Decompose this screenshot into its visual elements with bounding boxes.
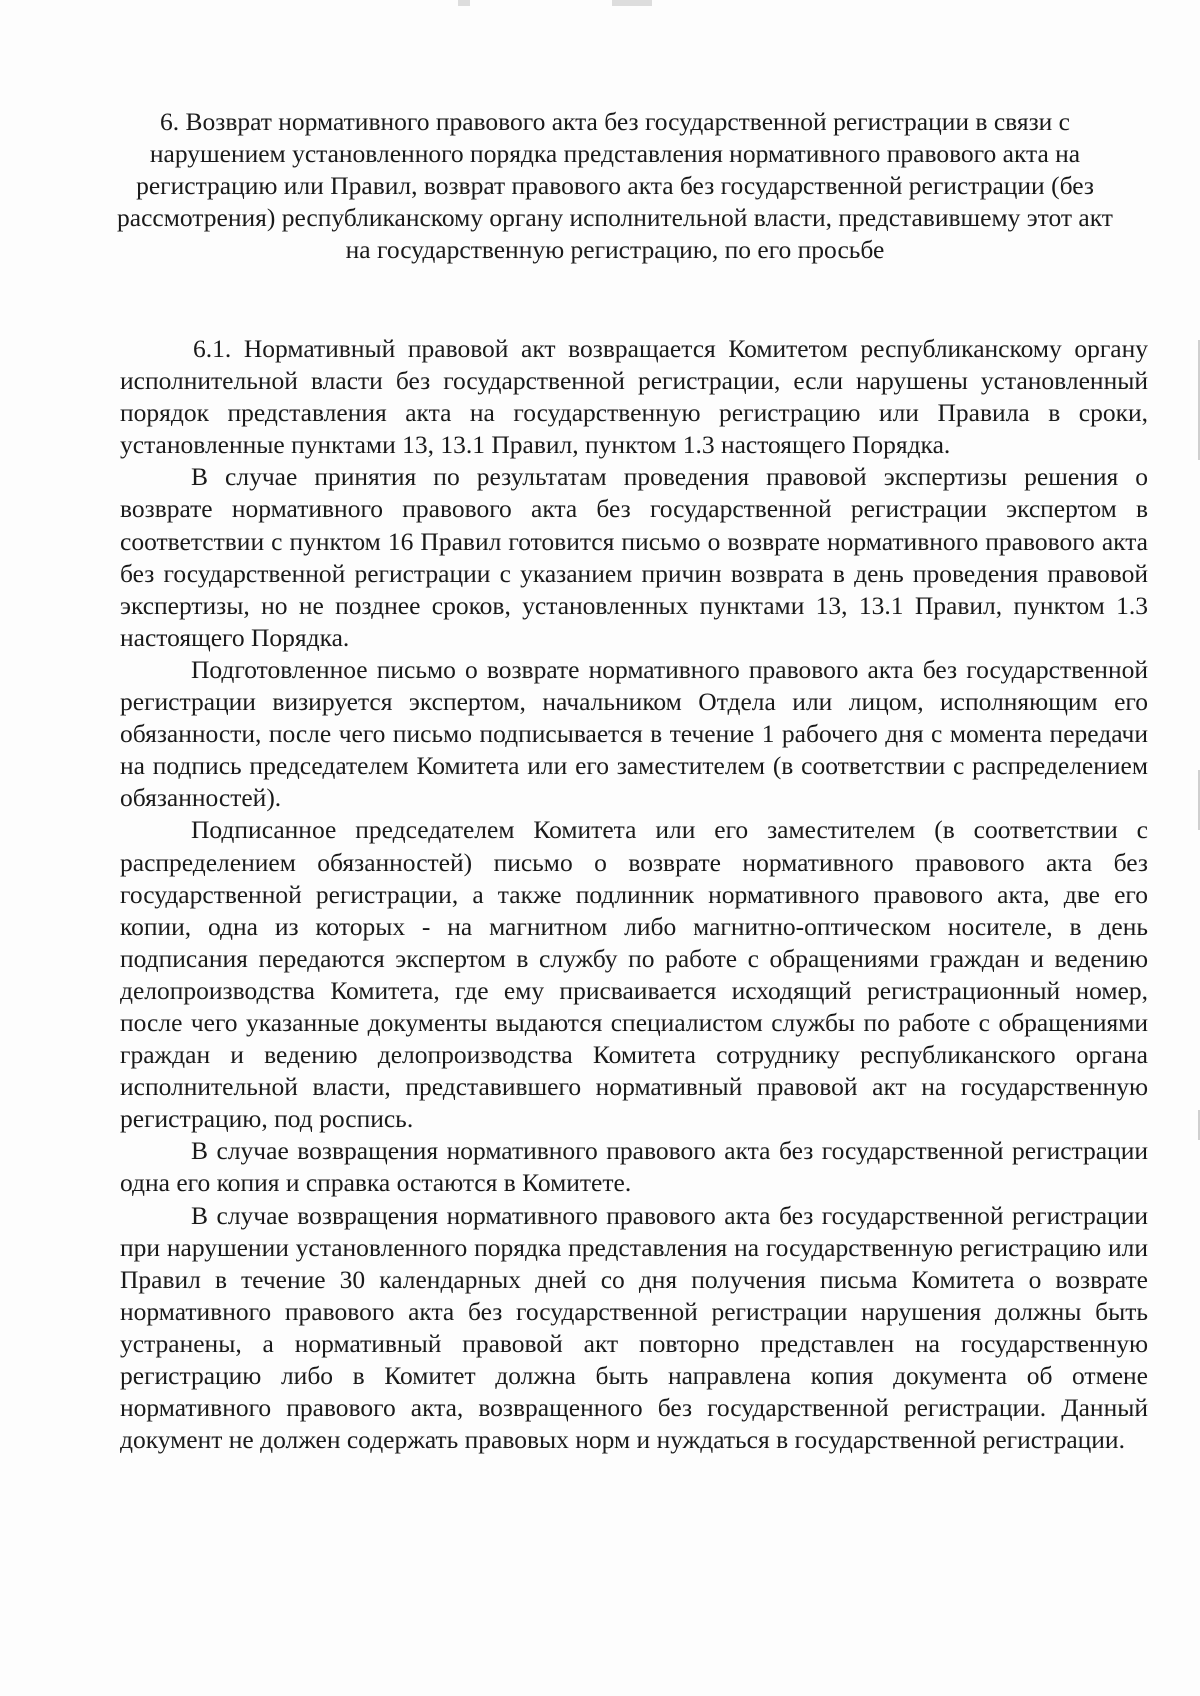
- paragraph: В случае возвращения нормативного правового акта без государственной регистрации при нарушении установленного порядка представления на государственную регистрацию или Правил в течение 30 календарных дней со дня получения письма Комитета о возврате нормативного правового акта без государственной регистрации нарушения должны быть устранены, а нормативный правовой акт повторно представлен на государственную регистрацию либо в Комитет должна быть направлена копия документа об отмене нормативного правового акта, возвращенного без государственной регистрации. Данный документ не должен содержать правовых норм и нуждаться в государственной регистрации.: [120, 1200, 1148, 1455]
- paragraph: В случае принятия по результатам проведения правовой экспертизы решения о возврате нормативного правового акта без государственной регистрации экспертом в соответствии с пунктом 16 Правил готовится письмо о возврате нормативного правового акта без государственной регистрации с указанием причин возврата в день проведения правовой экспертизы, но не позднее сроков, установленных пунктами 13, 13.1 Правил, пунктом 1.3 настоящего Порядка.: [120, 462, 1148, 652]
- paragraph: Подписанное председателем Комитета или его заместителем (в соответствии с распределением обязанностей) письмо о возврате нормативного правового акта без государственной регистрации, а также подлинник нормативного правового акта, две его копии, одна из которых - на магнитном либо магнитно-оптическом носителе, в день подписания передаются экспертом в службу по работе с обращениями граждан и ведению делопроизводства Комитета, где ему присваивается исходящий регистрационный номер, после чего указанные документы выдаются специалистом службы по работе с обращениями граждан и ведению делопроизводства Комитета сотруднику республиканского органа исполнительной власти, представившего нормативный правовой акт на государственную регистрацию, под роспись.: [120, 815, 1148, 1134]
- section-body: [120, 333, 1148, 1456]
- scan-artifact: [612, 0, 652, 6]
- paragraph-6-1: 6.1. Нормативный правовой акт возвращается Комитетом республиканскому органу исполнительной власти без государственной регистрации, если нарушены установленный порядок представления акта на государственную регистрацию или Правила в сроки, установленные пунктами 13, 13.1 Правил, пунктом 1.3 настоящего Порядка.: [120, 334, 1148, 460]
- scan-artifact: [458, 0, 470, 6]
- paragraph: Подготовленное письмо о возврате нормативного правового акта без государственной регистрации визируется экспертом, начальником Отдела или лицом, исполняющим его обязанности, после чего письмо подписывается в течение 1 рабочего дня с момента передачи на подпись председателем Комитета или его заместителем (в соответствии с распределением обязанностей).: [120, 654, 1148, 813]
- section-heading: 6. Возврат нормативного правового акта без государственной регистрации в связи с нарушением установленного порядка представления нормативного правового акта на регистрацию или Правил, возврат правового акта без государственной регистрации (без рассмотрения) республиканскому органу исполнительной власти, представившему этот акт на государственную регистрацию, по его просьбе: [117, 107, 1113, 264]
- paragraph: В случае возвращения нормативного правового акта без государственной регистрации одна его копия и справка остаются в Комитете.: [120, 1136, 1148, 1198]
